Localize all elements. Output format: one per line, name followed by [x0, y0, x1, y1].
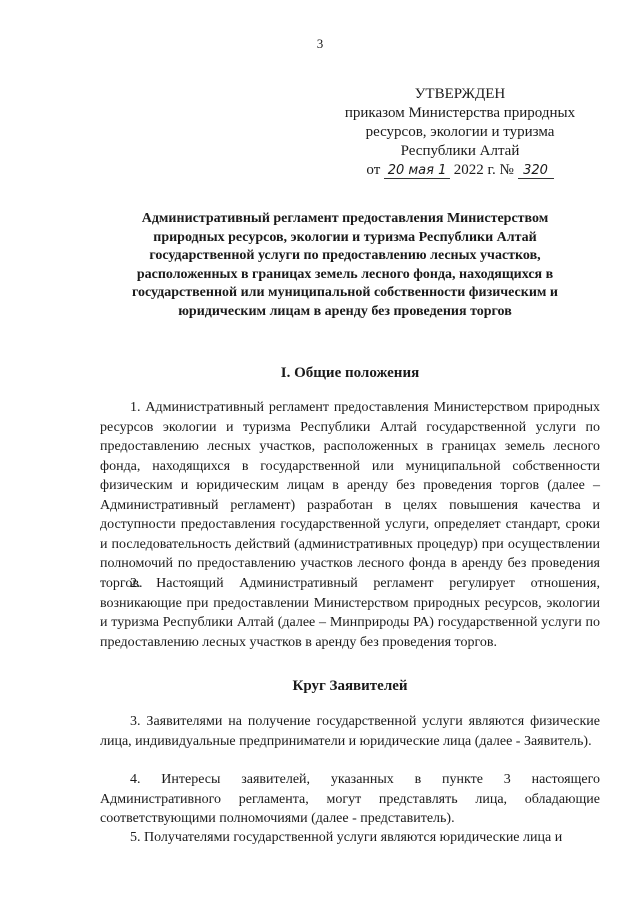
approval-heading: УТВЕРЖДЕН [414, 86, 506, 102]
paragraph-1: 1. Административный регламент предоставления Министерством природных ресурсов экологии и туризма Республики Алтай государственной услуги по предоставлению лесных участков, расположенных в границах земель лесного фонда, находящихся в государственной или муниципальной собственности физическим и юридическим лицам в аренду без проведения торгов (далее – Административный регламент) разработан в целях повышения качества и доступности предоставления государственной услуги, определяет стандарт, сроки и последовательность действий (административных процедур) при осуществлении полномочий по предоставлению участков лесного фонда в аренду без проведения торгов. [100, 400, 600, 591]
approval-order-line: приказом Министерства природных [344, 105, 576, 121]
approval-date-line [330, 161, 590, 180]
approval-ministry-line: ресурсов, экологии и туризма [365, 124, 555, 140]
paragraph-4: 4. Интересы заявителей, указанных в пункте 3 настоящего Административного регламента, могут представлять лица, обладающие соответствующими полномочиями (далее - представитель). [100, 772, 600, 826]
handwritten-order-number: 320 [518, 164, 554, 179]
document-title: Административный регламент предоставления Министерством природных ресурсов, экологии и туризма Республики Алтай государственной услуги по предоставлению лесных участков, расположенных в границах земель лесного фонда, находящихся в государственной или муниципальной собственности физическим и юридическим лицам в аренду без проведения торгов [131, 211, 558, 319]
paragraph-3: 3. Заявителями на получение государственной услуги являются физические лица, индивидуальные предприниматели и юридические лица (далее - Заявитель). [100, 714, 600, 749]
approval-republic-line: Республики Алтай [400, 143, 520, 159]
handwritten-date: 20 мая 1 [384, 164, 450, 179]
section-heading-general: I. Общие положения [280, 365, 420, 381]
page-number: 3 [316, 36, 324, 51]
paragraph-5: 5. Получателями государственной услуги являются юридические лица и [130, 830, 563, 845]
date-prefix: от [366, 162, 381, 178]
section-heading-applicants: Круг Заявителей [292, 678, 408, 694]
date-suffix: 2022 г. № [453, 162, 514, 178]
approval-block [330, 85, 590, 180]
paragraph-2: 2. Настоящий Административный регламент регулирует отношения, возникающие при предоставлении Министерством природных ресурсов, экологии и туризма Республики Алтай (далее – Минприроды РА) государственной услуги по предоставлению лесных участков в аренду без проведения торгов. [100, 576, 600, 650]
